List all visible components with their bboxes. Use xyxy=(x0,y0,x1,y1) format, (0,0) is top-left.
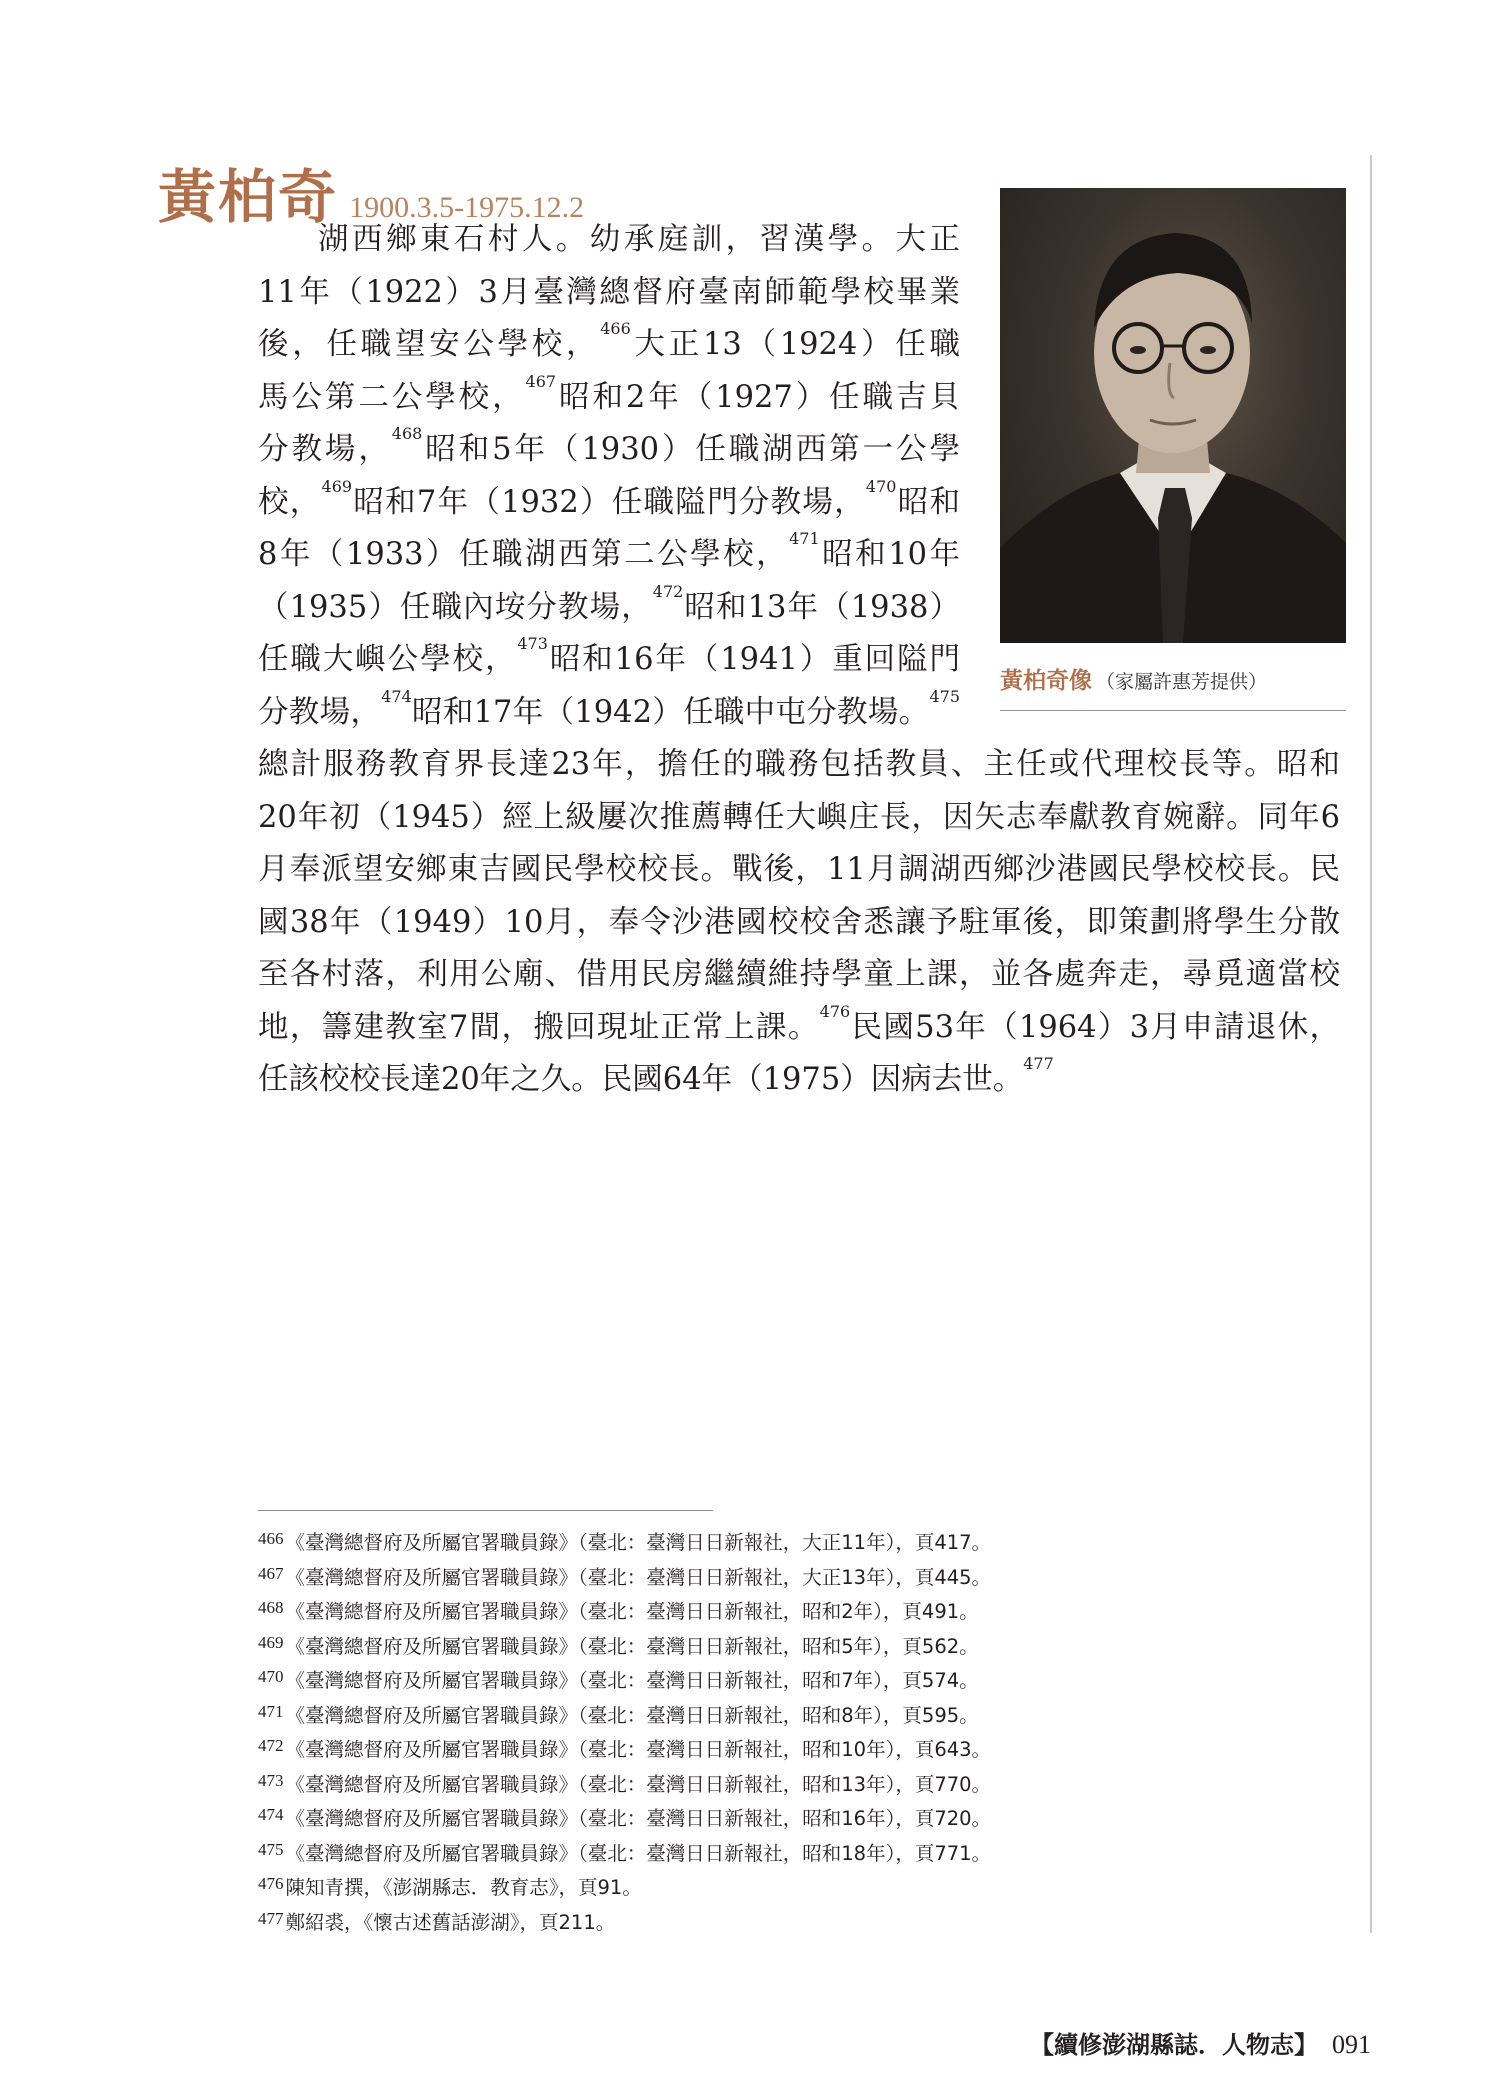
text-segment: 20年初（1945）經上級屢次推薦轉任大嶼庄長，因矢志奉獻教育婉辭。同年6 xyxy=(258,799,1340,835)
text-segment: 校， xyxy=(258,484,322,520)
footnote-number: 466 xyxy=(258,1529,284,1548)
footnote-text: 《臺灣總督府及所屬官署職員錄》（臺北：臺灣日日新報社，昭和7年），頁574。 xyxy=(285,1669,979,1692)
footnote-ref[interactable]: 476 xyxy=(819,1001,851,1021)
footnote-ref[interactable]: 468 xyxy=(391,424,423,443)
text-line xyxy=(258,214,960,267)
text-line xyxy=(258,529,960,582)
text-line xyxy=(258,1002,1340,1055)
footnote-ref[interactable]: 466 xyxy=(600,319,631,338)
caption-name: 黃柏奇像 xyxy=(1000,668,1092,694)
text-segment: 至各村落，利用公廟、借用民房繼續維持學童上課，並各處奔走，尋覓適當校 xyxy=(258,957,1340,992)
footnote-text: 《臺灣總督府及所屬官署職員錄》（臺北：臺灣日日新報社，昭和8年），頁595。 xyxy=(285,1703,979,1727)
footnote-ref[interactable]: 477 xyxy=(1023,1054,1054,1073)
text-segment: 馬公第二公學校， xyxy=(258,379,526,415)
text-line xyxy=(258,267,960,320)
text-segment: 總計服務教育界長達23年，擔任的職務包括教員、主任或代理校長等。昭和 xyxy=(258,747,1340,782)
biography-wide-column xyxy=(258,739,1340,1107)
footnote-text: 《臺灣總督府及所屬官署職員錄》（臺北：臺灣日日新報社，昭和16年），頁720。 xyxy=(285,1807,992,1830)
text-line xyxy=(258,1054,1340,1107)
text-line xyxy=(258,897,1340,950)
text-segment: 11年（1922）3月臺灣總督府臺南師範學校畢業 xyxy=(258,274,960,310)
footnote xyxy=(258,1764,991,1799)
footnote-text: 《臺灣總督府及所屬官署職員錄》（臺北：臺灣日日新報社，昭和5年），頁562。 xyxy=(285,1634,979,1658)
footnote-separator xyxy=(258,1510,713,1511)
footnote-number: 470 xyxy=(258,1667,284,1686)
footnote-number: 472 xyxy=(258,1736,284,1755)
footnote-text: 《臺灣總督府及所屬官署職員錄》（臺北：臺灣日日新報社，大正13年），頁445。 xyxy=(285,1565,992,1589)
text-segment: 昭和16年（1941）重回隘門 xyxy=(547,642,960,677)
caption-credit: （家屬許惠芳提供） xyxy=(1096,671,1268,693)
footnote xyxy=(258,1902,991,1937)
text-segment: 分教場， xyxy=(258,694,382,730)
footnote-number: 475 xyxy=(258,1839,284,1859)
footnote-text: 《臺灣總督府及所屬官署職員錄》（臺北：臺灣日日新報社，昭和13年），頁770。 xyxy=(285,1772,992,1796)
footnote-number: 476 xyxy=(258,1874,284,1893)
footnote xyxy=(258,1660,991,1695)
footnote-text: 《臺灣總督府及所屬官署職員錄》（臺北：臺灣日日新報社，昭和10年），頁643。 xyxy=(285,1738,992,1761)
text-segment: 地，籌建教室7間，搬回現址正常上課。 xyxy=(258,1009,820,1045)
footnote-number: 477 xyxy=(258,1908,284,1928)
footnote xyxy=(258,1522,991,1557)
text-segment: 8年（1933）任職湖西第二公學校， xyxy=(258,537,790,572)
footnote xyxy=(258,1591,991,1626)
text-segment: 昭和10年 xyxy=(819,537,961,572)
text-segment: 昭和 xyxy=(896,484,961,520)
text-line xyxy=(258,424,960,477)
text-line xyxy=(258,319,960,372)
footnote-number: 467 xyxy=(258,1563,284,1583)
footnote-text: 《臺灣總督府及所屬官署職員錄》（臺北：臺灣日日新報社，大正11年），頁417。 xyxy=(285,1531,992,1554)
footnote-number: 473 xyxy=(258,1770,284,1790)
page-number: 091 xyxy=(1332,2030,1371,2059)
text-line xyxy=(258,739,1340,792)
footnotes xyxy=(258,1522,991,1936)
footnote xyxy=(258,1695,991,1730)
text-segment: 月奉派望安鄉東吉國民學校校長。戰後，11月調湖西鄉沙港國民學校校長。民 xyxy=(258,852,1340,887)
footnote-ref[interactable]: 470 xyxy=(865,476,897,496)
text-line xyxy=(258,634,960,687)
entry-dates: 1900.3.5-1975.12.2 xyxy=(349,191,585,224)
footnote xyxy=(258,1626,991,1661)
biography-narrow-column xyxy=(258,214,1340,739)
footnote xyxy=(258,1833,991,1868)
footnote xyxy=(258,1557,991,1592)
text-segment: 後，任職望安公學校， xyxy=(258,327,601,362)
footnote-ref[interactable]: 467 xyxy=(525,371,557,391)
footnote-text: 鄭紹裘，《懷古述舊話澎湖》，頁211。 xyxy=(285,1910,616,1934)
text-line xyxy=(258,687,960,740)
text-segment: 任職大嶼公學校， xyxy=(258,642,518,677)
book-title: 【續修澎湖縣誌．人物志】 xyxy=(1030,2030,1318,2059)
footnote-ref[interactable]: 475 xyxy=(929,686,961,706)
footnote-number: 469 xyxy=(258,1632,284,1652)
footnote-ref[interactable]: 471 xyxy=(789,529,820,548)
biography-text xyxy=(258,214,1340,1107)
footnote-number: 474 xyxy=(258,1805,284,1824)
footnote xyxy=(258,1729,991,1764)
text-segment: 昭和5年（1930）任職湖西第一公學 xyxy=(422,432,961,467)
text-segment: 昭和17年（1942）任職中屯分教場。 xyxy=(411,694,930,730)
entry-name: 黃柏奇 xyxy=(158,163,339,231)
text-line xyxy=(258,372,960,425)
footnote xyxy=(258,1798,991,1833)
footnote-ref[interactable]: 473 xyxy=(517,634,548,653)
footnote-text: 《臺灣總督府及所屬官署職員錄》（臺北：臺灣日日新報社，昭和18年），頁771。 xyxy=(285,1841,992,1865)
footnote-ref[interactable]: 469 xyxy=(321,476,353,496)
text-line xyxy=(258,792,1340,845)
text-line xyxy=(258,582,960,635)
text-segment: 昭和7年（1932）任職隘門分教場， xyxy=(352,484,866,520)
text-segment: 分教場， xyxy=(258,432,392,467)
right-margin-rule xyxy=(1370,155,1372,1933)
text-segment: 任該校校長達20年之久。民國64年（1975）因病去世。 xyxy=(258,1062,1024,1097)
footnote xyxy=(258,1867,991,1902)
page-footer xyxy=(1030,2025,1371,2060)
text-segment: （1935）任職內垵分教場， xyxy=(258,589,653,625)
text-segment: 湖西鄉東石村人。幼承庭訓，習漢學。大正 xyxy=(318,222,960,257)
text-line xyxy=(258,949,1340,1002)
text-segment: 昭和13年（1938） xyxy=(683,589,960,625)
text-line xyxy=(258,477,960,530)
footnote-ref[interactable]: 472 xyxy=(652,581,684,601)
text-segment: 大正13（1924）任職 xyxy=(630,327,960,362)
text-segment: 國38年（1949）10月，奉令沙港國校校舍悉讓予駐軍後，即策劃將學生分散 xyxy=(258,904,1340,940)
footnote-text: 《臺灣總督府及所屬官署職員錄》（臺北：臺灣日日新報社，昭和2年），頁491。 xyxy=(285,1600,979,1623)
text-line xyxy=(258,844,1340,897)
text-segment: 民國53年（1964）3月申請退休， xyxy=(850,1009,1341,1045)
footnote-number: 468 xyxy=(258,1598,284,1617)
footnote-number: 471 xyxy=(258,1701,284,1721)
text-segment: 昭和2年（1927）任職吉貝 xyxy=(556,379,960,415)
footnote-ref[interactable]: 474 xyxy=(381,686,412,706)
footnote-text: 陳知青撰，《澎湖縣志．教育志》，頁91。 xyxy=(285,1876,642,1899)
